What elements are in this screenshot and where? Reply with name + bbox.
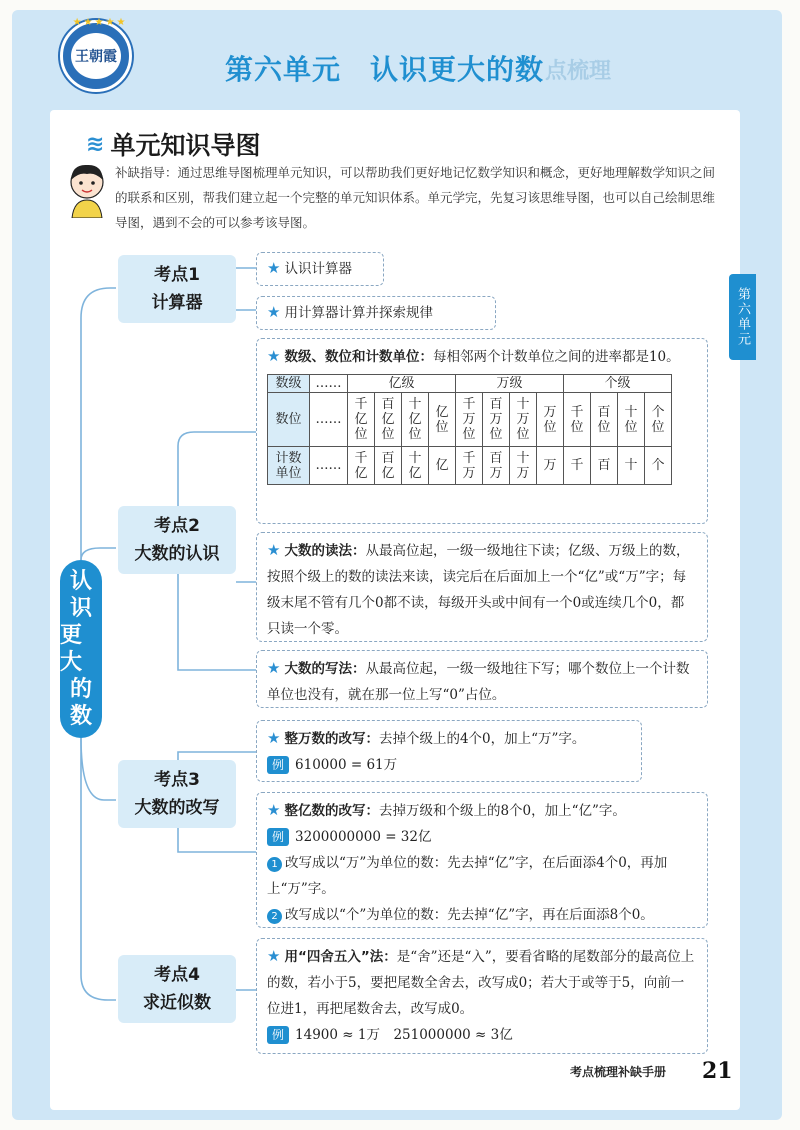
example-badge: 例 <box>267 756 289 774</box>
star-icon: ★ <box>267 729 281 747</box>
example-badge: 例 <box>267 828 289 846</box>
note-calculator-2: ★ 用计算器计算并探索规律 <box>256 296 496 330</box>
footer-book-title: 考点梳理补缺手册 <box>570 1065 667 1079</box>
header-decoration: 点梳理 <box>545 59 612 84</box>
example-badge: 例 <box>267 1026 289 1044</box>
table-row: 数级 …… 亿级 万级 个级 <box>268 375 672 393</box>
star-icon: ★ <box>267 541 281 559</box>
star-icon: ★ <box>267 659 281 677</box>
star-icon: ★ <box>267 347 281 365</box>
note-rounding: ★ 用“四舍五入”法：是“舍”还是“入”，要看省略的尾数部分的最高位上的数，若小于5，要把尾数全舍去，改写成0；若大于或等于5，向前一位进1，再把尾数舍去，改写成0。 例 14900 ≈ 1万 251000000 ≈ 3亿 <box>256 938 708 1054</box>
section-title: ≋ 单元知识导图 <box>86 131 261 160</box>
note-writing: ★ 大数的写法：从最高位起，一级一级地往下写；哪个数位上一个计数单位也没有，就在那一位上写“0”占位。 <box>256 650 708 708</box>
topic-2: 考点2 大数的认识 <box>118 506 236 574</box>
star-icon: ★ <box>267 303 281 321</box>
star-icon: ★ <box>267 947 281 965</box>
note-reading: ★ 大数的读法：从最高位起，一级一级地往下读；亿级、万级上的数，按照个级上的数的读法来读，读完后在后面加上一个“亿”或“万”字；每级末尾不管有几个0都不读，每级开头或中间有一个0或连续几个0，都只读一个零。 <box>256 532 708 642</box>
topic-1: 考点1 计算器 <box>118 255 236 323</box>
unit-title: 第六单元 认识更大的数 <box>225 53 545 86</box>
side-tab-unit[interactable]: 第六单元 <box>729 274 756 360</box>
note-calculator-1: ★ 认识计算器 <box>256 252 384 286</box>
brand-name: 王朝霞 <box>71 33 121 79</box>
wave-icon: ≋ <box>86 131 105 157</box>
table-row: 计数单位 …… 千亿 百亿 十亿 亿 千万 百万 十万 万 千 百 十 个 <box>268 447 672 485</box>
note-place-value: ★ 数级、数位和计数单位：每相邻两个计数单位之间的进率都是10。 数级 …… 亿级 万级 个级 数位 …… 千亿位 百亿位 十亿位 亿位 千万位 百万位 十万位 万位 千位 百位 十位 个位 计数单位 …… 千亿 百亿 十亿 亿 千万 百万 十万 万 千 百 十 个 <box>256 338 708 524</box>
topic-4: 考点4 求近似数 <box>118 955 236 1023</box>
star-icon: ★ <box>267 259 281 277</box>
note-rewrite-yi: ★ 整亿数的改写：去掉万级和个级上的8个0，加上“亿”字。 例 3200000000 = 32亿 1 改写成以“万”为单位的数：先去掉“亿”字，在后面添4个0，再加上“万”字。 2 改写成以“个”为单位的数：先去掉“亿”字，再在后面添8个0。 <box>256 792 708 928</box>
intro-text: 补缺指导：通过思维导图梳理单元知识，可以帮助我们更好地记忆数学知识和概念，更好地理解数学知识之间的联系和区别，帮我们建立起一个完整的单元知识体系。单元学完，先复习该思维导图，也可以自己绘制思维导图，遇到不会的可以参考该导图。 <box>115 165 716 230</box>
mindmap-root: 认 识 更大 的 数 <box>60 560 102 738</box>
star-icon: ★ <box>267 801 281 819</box>
number-2-icon: 2 <box>267 909 282 924</box>
topic-3: 考点3 大数的改写 <box>118 760 236 828</box>
star-icon: ★★★★★ <box>72 17 128 28</box>
table-row: 数位 …… 千亿位 百亿位 十亿位 亿位 千万位 百万位 十万位 万位 千位 百位 十位 个位 <box>268 393 672 447</box>
page-number: 21 <box>702 1058 733 1084</box>
note-rewrite-wan: ★ 整万数的改写：去掉个级上的4个0，加上“万”字。 例 610000 = 61万 <box>256 720 642 782</box>
place-value-table <box>267 374 672 485</box>
number-1-icon: 1 <box>267 857 282 872</box>
